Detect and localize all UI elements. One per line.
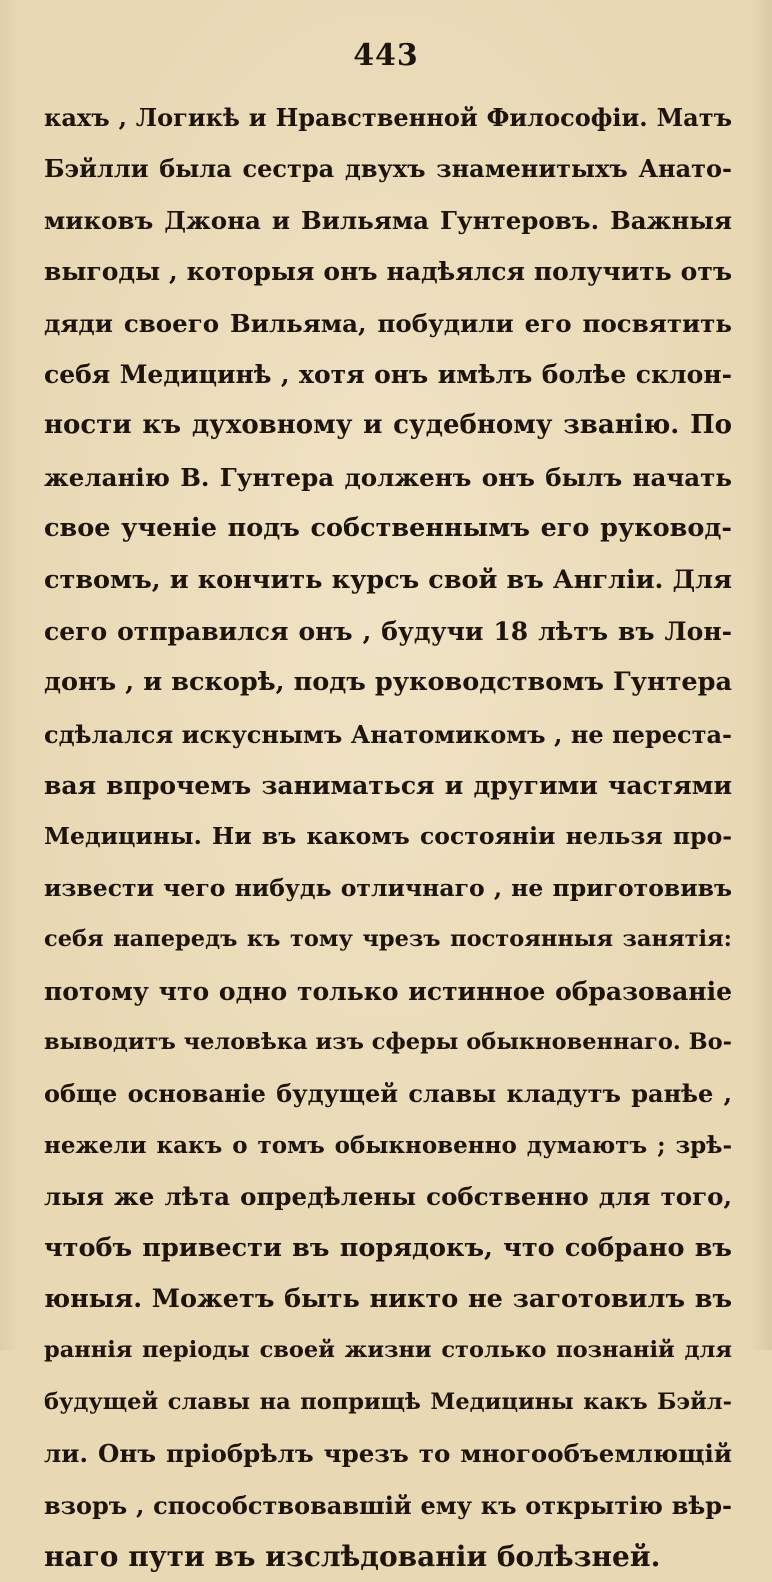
text-line: миковъ Джона и Вильяма Гунтеровъ. Важныя (44, 205, 732, 235)
text-line: выгоды , которыя онъ надѣялся получить отъ (44, 257, 732, 287)
text-line: обще основаніе будущей славы кладутъ ранѣе , (44, 1079, 732, 1109)
text-line: себя Медицинѣ , хотя онъ имѣлъ болѣе склон- (44, 359, 732, 389)
text-line: желанію В. Гунтера долженъ онъ былъ начать (44, 462, 732, 492)
body-text (44, 92, 732, 1582)
text-line: юныя. Можетъ быть никто не заготовилъ въ (44, 1283, 732, 1314)
text-line: чтобъ привести въ порядокъ, что собрано въ (44, 1232, 732, 1263)
text-line-last: наго пути въ изслѣдованіи болѣзней. (44, 1539, 661, 1573)
text-line: сего отправился онъ , будучи 18 лѣтъ въ Лон- (44, 616, 732, 646)
text-line: ли. Онъ пріобрѣлъ чрезъ то многообъемлющій (44, 1439, 732, 1469)
text-line: ствомъ, и кончить курсъ свой въ Англіи. Для (44, 564, 732, 595)
text-line: свое ученіе подъ собственнымъ его руковод- (44, 513, 732, 544)
text-line: будущей славы на поприщѣ Медицины какъ Бэйл- (44, 1388, 732, 1415)
text-line: извести чего нибудь отличнаго , не приготовивъ (44, 873, 732, 902)
text-line: Бэйлли была сестра двухъ знаменитыхъ Анато- (44, 154, 732, 184)
text-line: взоръ , способствовавшій ему къ открытію вѣр- (44, 1490, 732, 1520)
page-number: 443 (353, 38, 419, 73)
text-line: сдѣлался искуснымъ Анатомикомъ , не переста- (44, 719, 732, 749)
text-line: потому что одно только истинное образованіе (44, 976, 732, 1006)
text-line: вая впрочемъ заниматься и другими частями (44, 771, 732, 801)
text-line: ности къ духовному и судебному званію. По (44, 410, 732, 441)
text-line: Медицины. Ни въ какомъ состояніи нельзя про- (44, 822, 732, 851)
text-line: дяди своего Вильяма, побудили его посвятить (44, 308, 732, 338)
text-line: нежели какъ о томъ обыкновенно думаютъ ; зрѣ- (44, 1131, 732, 1159)
text-line: лыя же лѣта опредѣлены собственно для того, (44, 1182, 732, 1212)
text-line: себя напередъ къ тому чрезъ постоянныя занятія: (44, 926, 732, 953)
text-line: донъ , и вскорѣ, подъ руководствомъ Гунтера (44, 667, 732, 698)
text-line: раннія періоды своей жизни столько познаній для (44, 1337, 732, 1364)
text-line: кахъ , Логикѣ и Нравственной Философіи. Матъ (44, 103, 732, 132)
text-line: выводитъ человѣка изъ сферы обыкновеннаго. Во- (44, 1029, 732, 1056)
